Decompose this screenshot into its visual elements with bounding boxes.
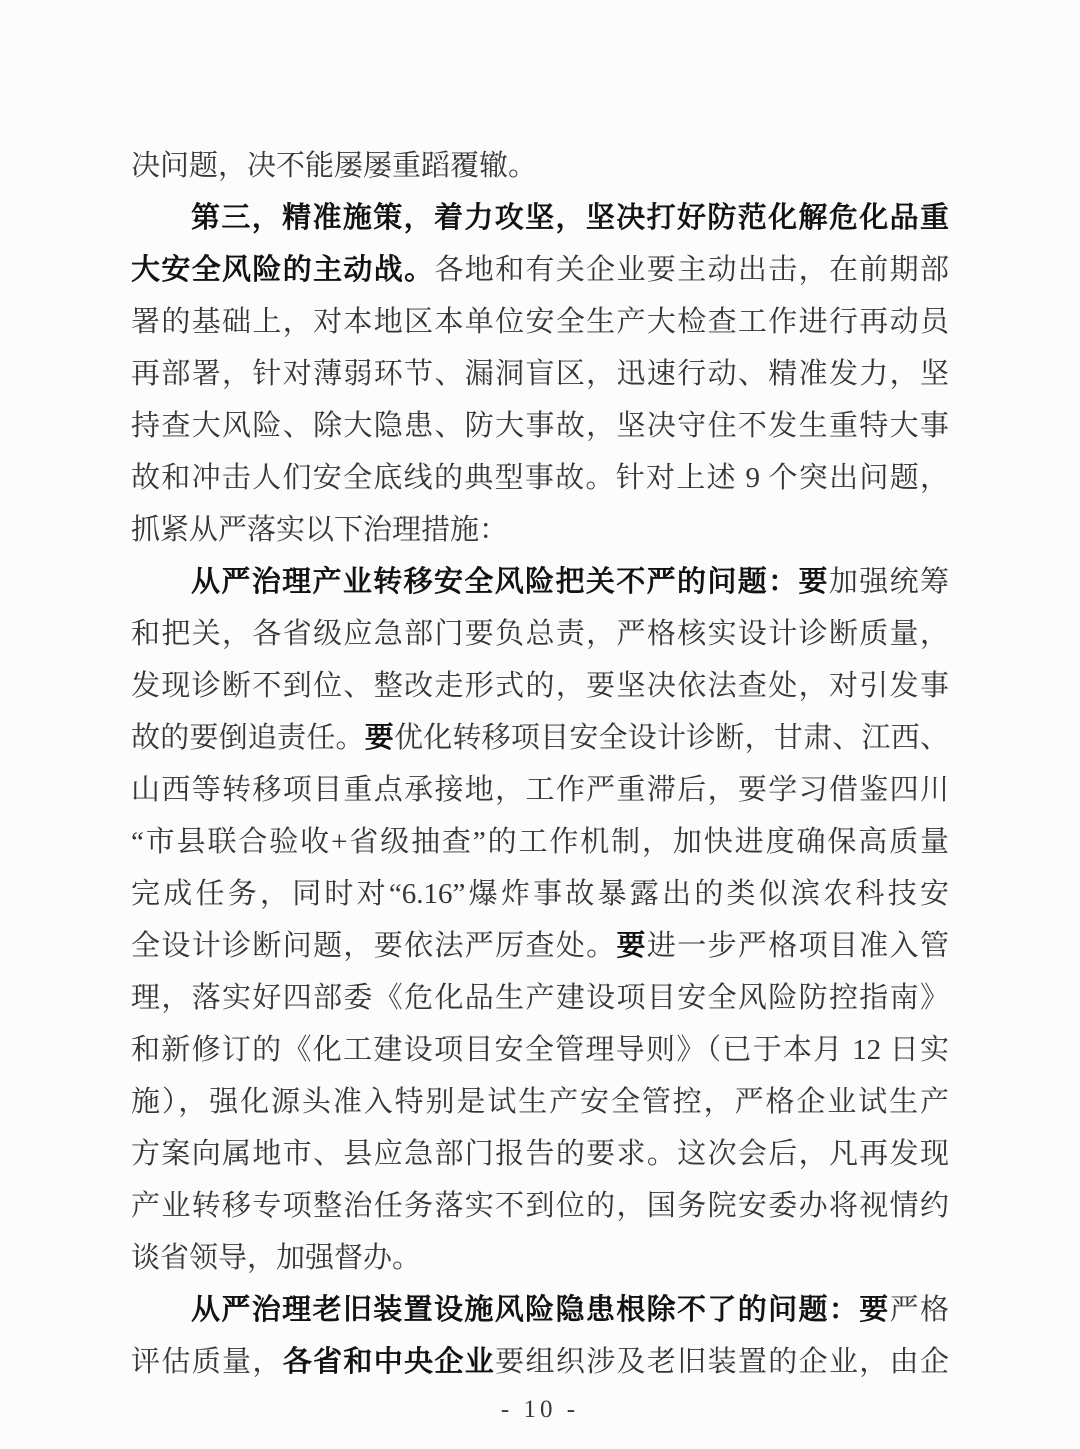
text-line [131,504,949,556]
text-line [131,712,949,764]
text-segment: 持查大风险、除大隐患、防大事故，坚决守住不发生重特大事 [131,410,949,442]
text-line [131,556,949,608]
text-segment: 完成任务，同时对“6.16”爆炸事故暴露出的类似滨农科技安 [131,878,949,910]
text-segment: 严格 [889,1294,949,1326]
text-segment: 加强统筹 [828,566,949,598]
text-segment: “市县联合验收+省级抽查”的工作机制，加快进度确保高质量 [131,826,949,858]
text-segment: 优化转移项目安全设计诊断，甘肃、江西、 [394,722,949,754]
text-segment: 署的基础上，对本地区本单位安全生产大检查工作进行再动员 [131,306,949,338]
page-number: - 10 - [500,1396,580,1423]
text-line [131,1024,949,1076]
text-line [131,348,949,400]
text-segment: 施），强化源头准入特别是试生产安全管控，严格企业试生产 [131,1086,949,1118]
text-line [131,920,949,972]
text-segment: 要 [616,930,647,962]
text-segment: 从严治理老旧装置设施风险隐患根除不了的问题：要 [191,1294,890,1326]
text-segment: 故的要倒追责任。 [131,722,365,754]
text-segment: 故和冲击人们安全底线的典型事故。针对上述 9 个突出问题， [131,462,949,494]
text-segment: 从严治理产业转移安全风险把关不严的问题：要 [191,566,829,598]
text-line [131,1232,949,1284]
text-segment: 和新修订的《化工建设项目安全管理导则》（已于本月 12 日实 [131,1034,949,1066]
text-segment: 进一步严格项目准入管 [646,930,949,962]
text-line [131,452,949,504]
text-line [131,1180,949,1232]
text-line [131,1076,949,1128]
text-line [131,140,949,192]
text-segment: 山西等转移项目重点承接地，工作严重滞后，要学习借鉴四川 [131,774,949,806]
text-line [131,816,949,868]
text-segment: 抓紧从严落实以下治理措施： [131,514,509,546]
text-segment: 大安全风险的主动战。 [131,254,435,286]
text-line [131,1128,949,1180]
text-line [131,400,949,452]
text-segment: 谈省领导，加强督办。 [131,1242,422,1274]
text-segment: 发现诊断不到位、整改走形式的，要坚决依法查处，对引发事 [131,670,949,702]
text-line [131,608,949,660]
text-segment: 和把关，各省级应急部门要负总责，严格核实设计诊断质量， [131,618,949,650]
text-line [131,972,949,1024]
text-line [131,660,949,712]
text-line [131,296,949,348]
text-line [131,1336,949,1388]
text-segment: 决问题，决不能屡屡重蹈覆辙。 [131,150,538,182]
text-segment: 评估质量， [131,1346,283,1378]
text-segment: 再部署，针对薄弱环节、漏洞盲区，迅速行动、精准发力，坚 [131,358,949,390]
text-segment: 各地和有关企业要主动出击，在前期部 [434,254,949,286]
text-segment: 产业转移专项整治任务落实不到位的，国务院安委办将视情约 [131,1190,949,1222]
text-segment: 要组织涉及老旧装置的企业，由企 [495,1346,949,1378]
text-line [131,1284,949,1336]
document-body [131,140,949,1388]
text-line [131,868,949,920]
text-segment: 要 [364,722,394,754]
text-line [131,192,949,244]
text-segment: 第三，精准施策，着力攻坚，坚决打好防范化解危化品重 [191,202,949,234]
text-line [131,764,949,816]
text-segment: 理，落实好四部委《危化品生产建设项目安全风险防控指南》 [131,982,949,1014]
text-segment: 全设计诊断问题，要依法严厉查处。 [131,930,617,962]
text-segment: 各省和中央企业 [282,1346,496,1378]
text-line [131,244,949,296]
text-segment: 方案向属地市、县应急部门报告的要求。这次会后，凡再发现 [131,1138,949,1170]
